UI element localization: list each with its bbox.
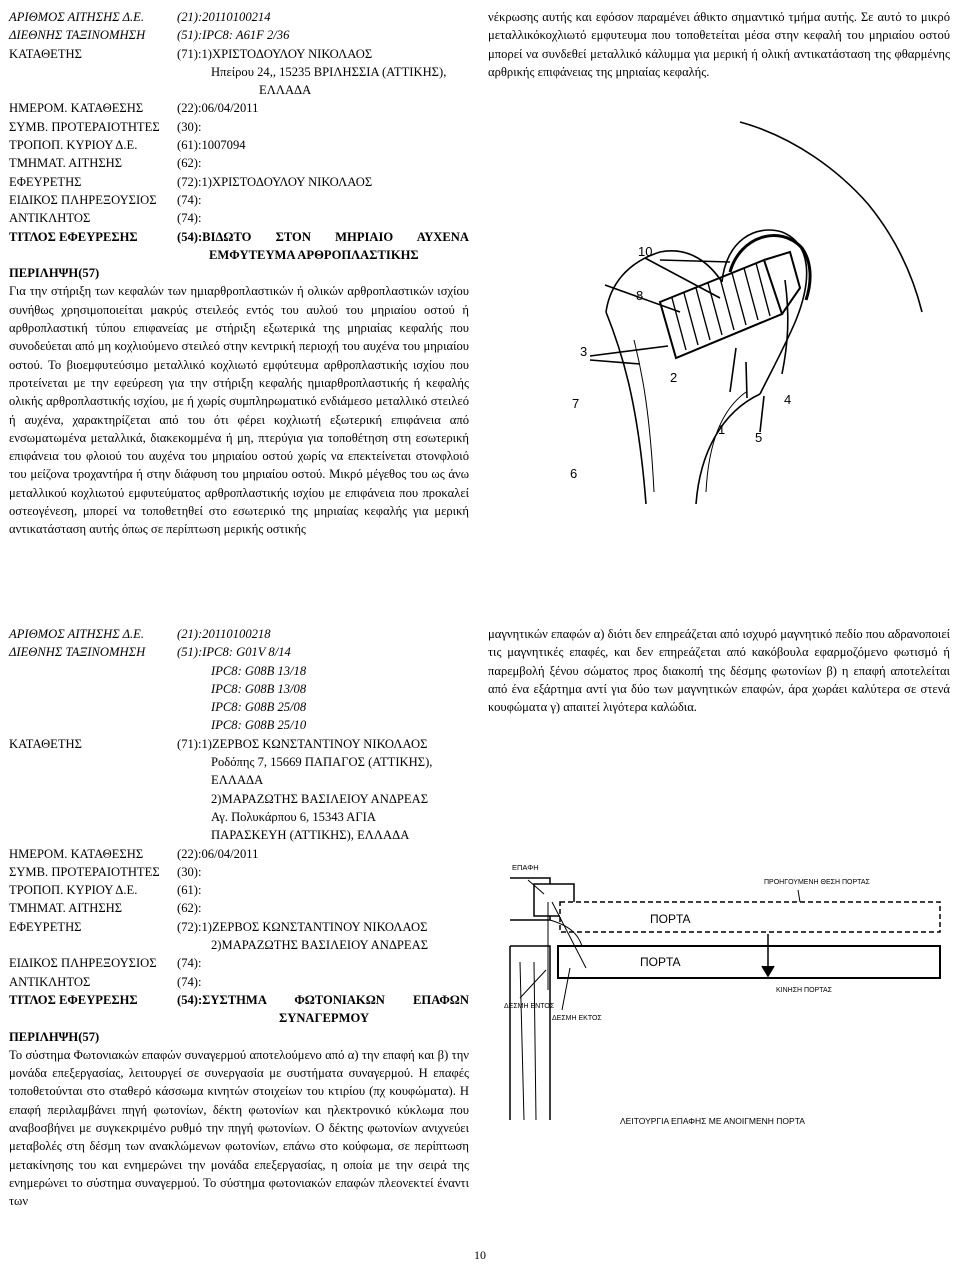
entry2-ipc-line	[9, 716, 469, 734]
entry1-application-number-row	[9, 8, 469, 26]
entry2-ipc-line	[9, 698, 469, 716]
invention-title: (54):ΒΙΔΩΤΟ ΣΤΟΝ ΜΗΡΙΑΙΟ ΑΥΧΕΝΑ	[177, 229, 469, 244]
field-label: ΑΡΙΘΜΟΣ ΑΙΤΗΣΗΣ Δ.Ε.	[9, 627, 145, 641]
implant-neck	[764, 252, 800, 314]
femur-lateral-outline	[606, 312, 646, 504]
figure-label-10: 10	[638, 244, 653, 259]
figure-caption: ΛΕΙΤΟΥΡΓΙΑ ΕΠΑΦΗΣ ΜΕ ΑΝΟΙΓΜΕΝΗ ΠΟΡΤΑ	[620, 1116, 805, 1126]
entry2-metadata	[9, 625, 469, 1211]
entry2-amendment-row	[9, 881, 469, 899]
applicant-line: Αγ. Πολυκάρπου 6, 15343 ΑΓΙΑ	[211, 809, 376, 824]
field-value: (21):20110100214	[177, 10, 271, 24]
door-contact-figure	[500, 850, 950, 1130]
entry2-applicant-line	[9, 808, 469, 826]
field-label: ΕΙΔΙΚΟΣ ΠΛΗΡΕΞΟΥΣΙΟΣ	[9, 192, 157, 207]
label-contact: ΕΠΑΦΗ	[512, 863, 539, 872]
entry2-priority-row	[9, 863, 469, 881]
label-beam-out: ΔΕΣΜΗ ΕΚΤΟΣ	[552, 1015, 602, 1022]
field-value: (72):1)ΧΡΙΣΤΟΔΟΥΛΟΥ ΝΙΚΟΛΑΟΣ	[177, 174, 373, 189]
field-value: (30):	[177, 119, 202, 134]
field-label: ΤΜΗΜΑΤ. ΑΙΤΗΣΗΣ	[9, 156, 123, 171]
field-value: (22):06/04/2011	[177, 101, 259, 116]
invention-title: (54):ΣΥΣΤΗΜΑ ΦΩΤΟΝΙΑΚΩΝ ΕΠΑΦΩΝ	[177, 992, 469, 1007]
label-moved-door: ΠΟΡΤΑ	[640, 955, 681, 969]
field-value: (62):	[177, 156, 202, 171]
field-label: ΚΑΤΑΘΕΤΗΣ	[9, 736, 82, 751]
address-line: Ηπείρου 24,, 15235 ΒΡΙΛΗΣΣΙΑ (ΑΤΤΙΚΗΣ),	[211, 64, 447, 79]
figure-label-1: 1	[718, 422, 726, 437]
field-label: ΑΡΙΘΜΟΣ ΑΙΤΗΣΗΣ Δ.Ε.	[9, 10, 145, 24]
entry2-abstract-heading	[9, 1028, 469, 1046]
figure-label-2: 2	[670, 370, 678, 385]
field-value: (62):	[177, 901, 202, 916]
field-label: ΗΜΕΡΟΜ. ΚΑΤΑΘΕΣΗΣ	[9, 101, 144, 116]
field-label: ΤΜΗΜΑΤ. ΑΙΤΗΣΗΣ	[9, 901, 123, 916]
entry2-division-row	[9, 899, 469, 917]
invention-title-line2: ΕΜΦΥΤΕΥΜΑ ΑΡΘΡΟΠΛΑΣΤΙΚΗΣ	[209, 247, 419, 262]
field-value: (74):	[177, 211, 202, 226]
entry2-agent-row	[9, 973, 469, 991]
entry1-abstract-heading	[9, 264, 469, 282]
field-label: ΑΝΤΙΚΛΗΤΟΣ	[9, 211, 91, 226]
figure-label-6: 6	[570, 466, 578, 481]
implant-body	[660, 260, 782, 358]
ipc-code: IPC8: G08B 25/08	[211, 700, 307, 715]
field-label: ΣΥΜΒ. ΠΡΟΤΕΡΑΙΟΤΗΤΕΣ	[9, 864, 160, 879]
entry1-applicant-address-1	[9, 63, 469, 81]
applicant-line: Ροδόπης 7, 15669 ΠΑΠΑΓΟΣ (ΑΤΤΙΚΗΣ),	[211, 755, 433, 770]
field-value: (72):1)ΖΕΡΒΟΣ ΚΩΝΣΤΑΝΤΙΝΟΥ ΝΙΚΟΛΑΟΣ	[177, 919, 428, 934]
field-label: ΗΜΕΡΟΜ. ΚΑΤΑΘΕΣΗΣ	[9, 846, 144, 861]
entry1-metadata	[9, 8, 469, 539]
applicant-line: 2)ΜΑΡΑΖΩΤΗΣ ΒΑΣΙΛΕΙΟΥ ΑΝΔΡΕΑΣ	[211, 791, 429, 806]
field-value: (22):06/04/2011	[177, 846, 259, 861]
field-label: ΤΡΟΠΟΠ. ΚΥΡΙΟΥ Δ.Ε.	[9, 138, 138, 153]
figure-label-3: 3	[580, 344, 588, 359]
entry1-abstract-continuation	[488, 8, 950, 81]
entry1-division-row	[9, 154, 469, 172]
address-line: ΕΛΛΑΔΑ	[259, 83, 312, 98]
figure-label-5: 5	[755, 430, 763, 445]
abstract-continuation-text: μαγνητικών επαφών α) διότι δεν επηρεάζεται από ισχυρό μαγνητικό πεδίο που αδρανοποιεί τις μαγνητικές επαφές, και δεν επηρεάζεται από κακόβουλα εφαρμοζόμενο φωτισμό ή παρεμβολή ξένου σώματος προς διακοπή της δέσμης φωτονίων β) η επαφή αποτελείται από ένα εξάρτημα αντί για δύο των μαγνητικών επαφών, άρα χωράει καλύτερα σε στενά κουφώματα γ) απαιτεί λιγότερα καλώδια.	[488, 627, 950, 715]
figure-label-7: 7	[572, 396, 580, 411]
entry2-applicant-line	[9, 771, 469, 789]
entry1-title-row-2	[9, 246, 469, 264]
field-value: (74):	[177, 956, 202, 971]
entry1-inventor-row	[9, 173, 469, 191]
page-number: 10	[474, 1248, 486, 1262]
field-value: (71):1)ΖΕΡΒΟΣ ΚΩΝΣΤΑΝΤΙΝΟΥ ΝΙΚΟΛΑΟΣ	[177, 736, 428, 751]
abstract-continuation-text: νέκρωσης αυτής και εφόσον παραμένει άθικτο σημαντικό τμήμα αυτής. Σε αυτό το μικρό μεταλλικόκοχλιωτό εμφυτευμα που τοποθετείται μέσα στην κεφαλή του μηριαίου οστού μπορεί να συνδεθεί μεταλλικό κάλυμμα για μερική ή ολική αντικατάσταση της φθαρμένης αρθρικής επιφάνειας της μηριαίας κεφαλής.	[488, 10, 950, 79]
figure-label-8: 8	[636, 288, 644, 303]
implant-threads	[672, 263, 770, 350]
field-label: ΑΝΤΙΚΛΗΤΟΣ	[9, 974, 91, 989]
field-label: ΕΦΕΥΡΕΤΗΣ	[9, 174, 82, 189]
entry1-classification-row	[9, 26, 469, 44]
field-value: (51):IPC8: G01V 8/14	[177, 645, 291, 660]
previous-door-position	[560, 902, 940, 932]
moved-door	[558, 946, 940, 978]
entry1-abstract-text: Για την στήριξη των κεφαλών των ημιαρθροπλαστικών ή ολικών αρθροπλαστικών ισχίου συνήθως χρησιμοποιείται μακρύς στειλεός εντός του αυλού του μηριαίου οστού ή αρθροπλαστική τύπου επιφανείας με στήριξη εξωτερικά της μηριαίας κεφαλής που συνοδεύεται από μη κοχλιούμενο στειλεό στην κεντρική περιοχή του αυχένα του μηριαίου οστού. Το βιοεμφυτεύσιμο μεταλλικό κοχλιωτό εμφύτευμα αρθροπλαστικής ισχίου που προτείνεται με την εφεύρεση για την στήριξη κεφαλής ημιαρθροπλαστικής ή κεφαλής ολικής αρθροπλαστικής ισχίου, με ή χωρίς συμπληρωματικό ενδιάμεσο μεταλλικό στειλεό ή αυχένα, χαρακτηρίζεται από του ότι φέρει κοχλιωτή εξωτερική επιφάνεια από ενσωματωμένα μεταλλικά, διακεκομμένα ή μη, πτερύγια για τοποθέτηση στη εσωτερική επιφάνεια του φλοιού του αυχένα του μηριαίου οστού χωρίς να επεκτείνεται στονφλοιό του μείζονα τροχαντήρα ή στην διάφυση του μηριαίου οστού. Μικρό μέγεθος του ως άνω μεταλλικού κοχλιωτού εμφυτεύματος αρθροπλαστικής ισχίου με επιφάνεια που προκαλεί οστεογένεση, μπορεί να τοποθετηθεί στο εσωτερικό της μηριαίας κεφαλής για μερική αντικατάσταση αυτής όπως σε περίπτωση μερικής οστικής	[9, 284, 469, 537]
field-label: ΔΙΕΘΝΗΣ ΤΑΞΙΝΟΜΗΣΗ	[9, 28, 146, 43]
entry2-ipc-line	[9, 680, 469, 698]
inventor-line: 2)ΜΑΡΑΖΩΤΗΣ ΒΑΣΙΛΕΙΟΥ ΑΝΔΡΕΑΣ	[211, 938, 429, 953]
invention-title-line2: ΣΥΝΑΓΕΡΜΟΥ	[279, 1011, 370, 1026]
label-door: ΠΟΡΤΑ	[650, 912, 691, 926]
ipc-code: IPC8: G08B 13/18	[211, 663, 307, 678]
field-label: ΔΙΕΘΝΗΣ ΤΑΞΙΝΟΜΗΣΗ	[9, 645, 146, 660]
entry2-title-row-2	[9, 1009, 469, 1027]
figure-label-4: 4	[784, 392, 792, 407]
entry2-ipc-line	[9, 662, 469, 680]
label-door-motion: ΚΙΝΗΣΗ ΠΟΡΤΑΣ	[776, 987, 832, 994]
field-value: (74):	[177, 192, 202, 207]
field-label: ΕΦΕΥΡΕΤΗΣ	[9, 919, 82, 934]
field-label: ΤΡΟΠΟΠ. ΚΥΡΙΟΥ Δ.Ε.	[9, 883, 138, 898]
entry2-applicant-line	[9, 753, 469, 771]
field-label: ΤΙΤΛΟΣ ΕΦΕΥΡΕΣΗΣ	[9, 229, 138, 244]
entry2-inventor-row	[9, 918, 469, 936]
entry1-agent-row	[9, 209, 469, 227]
entry2-applicant-line	[9, 790, 469, 808]
entry1-applicant-address-2	[9, 81, 469, 99]
field-value: (71):1)ΧΡΙΣΤΟΔΟΥΛΟΥ ΝΙΚΟΛΑΟΣ	[177, 46, 373, 61]
applicant-line: ΕΛΛΑΔΑ	[211, 773, 264, 788]
entry2-title-row	[9, 991, 469, 1009]
entry2-inventor-line2	[9, 936, 469, 954]
field-label: ΚΑΤΑΘΕΤΗΣ	[9, 46, 82, 61]
hip-implant-figure	[550, 112, 960, 504]
field-value: (61):	[177, 883, 202, 898]
pelvis-outline	[740, 122, 922, 312]
field-label: ΤΙΤΛΟΣ ΕΦΕΥΡΕΣΗΣ	[9, 992, 138, 1007]
field-value: (30):	[177, 864, 202, 879]
abstract-heading: ΠΕΡΙΛΗΨΗ(57)	[9, 266, 100, 281]
entry2-attorney-row	[9, 954, 469, 972]
field-value: (61):1007094	[177, 138, 246, 153]
femoral-head-outline	[722, 230, 807, 394]
applicant-line: ΠΑΡΑΣΚΕΥΗ (ΑΤΤΙΚΗΣ), ΕΛΛΑΔΑ	[211, 828, 410, 843]
field-label: ΣΥΜΒ. ΠΡΟΤΕΡΑΙΟΤΗΤΕΣ	[9, 119, 160, 134]
ipc-code: IPC8: G08B 13/08	[211, 681, 307, 696]
entry2-applicant-line	[9, 826, 469, 844]
field-value: (74):	[177, 974, 202, 989]
entry1-title-row	[9, 228, 469, 246]
entry2-filing-date-row	[9, 845, 469, 863]
field-value: (21):20110100218	[177, 627, 271, 641]
entry1-filing-date-row	[9, 99, 469, 117]
entry2-classification-row	[9, 643, 469, 661]
abstract-heading: ΠΕΡΙΛΗΨΗ(57)	[9, 1029, 100, 1044]
entry1-amendment-row	[9, 136, 469, 154]
entry2-abstract-continuation	[488, 625, 950, 716]
entry2-application-number-row	[9, 625, 469, 643]
entry1-applicant-row	[9, 45, 469, 63]
field-value: (51):IPC8: A61F 2/36	[177, 28, 290, 43]
entry1-priority-row	[9, 118, 469, 136]
label-previous-door-position: ΠΡΟΗΓΟΥΜΕΝΗ ΘΕΣΗ ΠΟΡΤΑΣ	[764, 879, 870, 886]
label-beam-in: ΔΕΣΜΗ ΕΝΤΟΣ	[504, 1003, 555, 1010]
ipc-code: IPC8: G08B 25/10	[211, 718, 307, 733]
entry2-abstract-text: Το σύστημα Φωτονιακών επαφών συναγερμού αποτελούμενο από α) την επαφή και β) την μονάδα επεξεργασίας, λειτουργεί σε συνεργασία με συστήματα συναγερμού. Η επαφές τοποθετούνται στο σταθερό κάσσωμα κινητών στοιχείων του κτιρίου (πχ κουφώματα). Η επαφή περιλαμβάνει πηγή φωτονίων, δέκτη φωτονίων και ηλεκτρονικό κύκλωμα που αναβοσβήνει με συγκεκριμένο ρυθμό την πηγή φωτονίων. Ο δέκτης φωτονίων ανιχνεύει μεταβολές στη δέσμη των ανακλώμενων φωτονίων, επάνω στο κούφωμα, σε περίπτωση μετακίνησης του και ενημερώνει την μονάδα επεξεργασίας, η οποία με την σειρά της ενημερώνει το σύστημα συναγερμού. Το σύστημα φωτονιακών επαφών πλεονεκτεί έναντι των	[9, 1047, 469, 1209]
field-label: ΕΙΔΙΚΟΣ ΠΛΗΡΕΞΟΥΣΙΟΣ	[9, 956, 157, 971]
acetabulum-outline	[782, 280, 788, 374]
entry2-applicant-row	[9, 735, 469, 753]
entry1-attorney-row	[9, 191, 469, 209]
